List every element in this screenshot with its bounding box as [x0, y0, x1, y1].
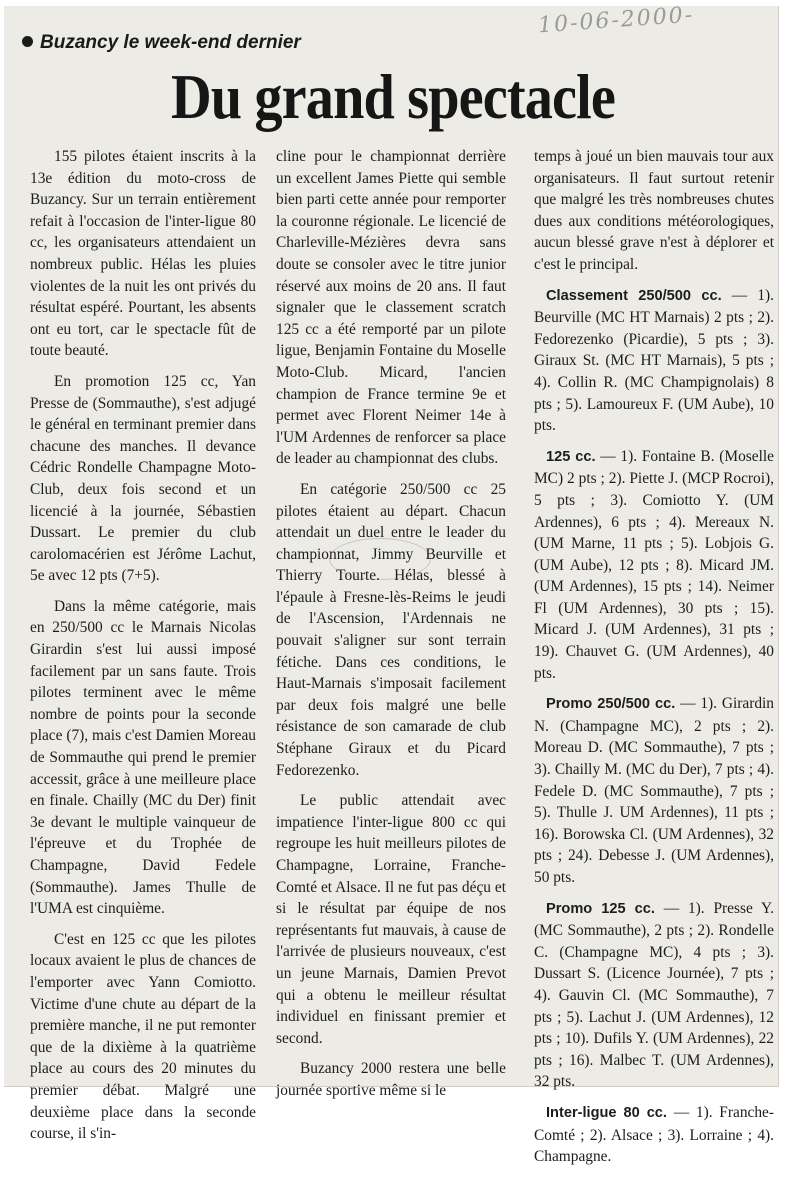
- paragraph: 155 pilotes étaient inscrits à la 13e édition du moto-cross de Buzancy. Sur un terrain entièrement refait à l'occasion de l'inter-ligue 80 cc, les organisateurs attendaient un nombreux public. Hélas les pluies violentes de la nuit les ont privés du résultat espéré. Pourtant, les absents ont eu tort, car le spectacle fût de toute beauté.: [30, 148, 256, 360]
- article-column-1: [30, 146, 256, 1154]
- paragraph: En catégorie 250/500 cc 25 pilotes étaient au départ. Chacun attendait un duel entre le leader du championnat, Jimmy Beurville et Thierry Tourte. Hélas, blessé à l'épaule à Fresne-lès-Reims le jeudi de l'Ascension, l'Ardennais ne pouvait s'aligner sur sont terrain fétiche. Dans ces conditions, le Haut-Marnais s'imposait facilement par deux fois malgré une belle résistance de son camarade de club Stéphane Giraux et du Picard Fedorezenko.: [276, 480, 506, 779]
- results-heading: Inter-ligue 80 cc.: [546, 1104, 667, 1121]
- ink-stamp: [329, 538, 431, 580]
- article-column-2: [276, 146, 506, 1111]
- kicker-text: Buzancy le week-end dernier: [40, 32, 301, 53]
- kicker: [22, 32, 301, 54]
- paragraph: Le public attendait avec impatience l'inter-ligue 800 cc qui regroupe les huit meilleurs pilotes de Champagne, Lorraine, Franche-Comté et Alsace. Il ne fut pas déçu et si le résultat par équipe de nos représentants fut mauvais, à cause de l'arrivée de plusieurs nouveaux, c'est un jeune Marnais, Damien Prevot qui a obtenu le meilleur résultat individuel en finissant premier et second.: [276, 792, 506, 1047]
- paragraph: Buzancy 2000 restera une belle journée sportive même si le: [276, 1060, 506, 1099]
- results-entry: [534, 1102, 774, 1168]
- paragraph: Dans la même catégorie, mais en 250/500 cc le Marnais Nicolas Girardin s'est lui aussi imposé facilement par un sans faute. Trois pilotes terminent avec le même nombre de points pour la seconde place (7), mais c'est Damien Moreau de Sommauthe qui prend le premier accessit, grâce à une meilleure place en finale. Chailly (MC du Der) finit 3e devant le multiple vainqueur de l'épreuve et du Trophée de Champagne, David Fedele (Sommauthe). James Thulle de l'UMA est cinquième.: [30, 597, 256, 918]
- results-text: — 1). Presse Y. (MC Sommauthe), 2 pts ; 2). Rondelle C. (Champagne MC), 4 pts ; 3). Dussart S. (Licence Journée), 7 pts ; 4). Gauvin Cl. (MC Sommauthe), 7 pts ; 5). Lachut J. (UM Ardennes), 12 pts ; 10). Dufils Y. (UM Ardennes), 22 pts ; 16). Malbec T. (UM Ardennes), 32 pts.: [534, 899, 774, 1091]
- results-heading: Classement 250/500 cc.: [546, 287, 722, 304]
- article-column-3: [534, 146, 774, 1177]
- results-text: — 1). Franche-Comté ; 2). Alsace ; 3). Lorraine ; 4). Champagne.: [534, 1103, 774, 1166]
- results-text: — 1). Girardin N. (Champagne MC), 2 pts ; 2). Moreau D. (MC Sommauthe), 7 pts ; 3). Chailly M. (MC du Der), 7 pts ; 4). Fedele D. (MC Sommauthe), 7 pts ; 5). Thulle J. UM Ardennes), 11 pts ; 16). Borowska Cl. (UM Ardennes), 32 pts ; 24). Debesse J. (UM Ardennes), 50 pts.: [534, 695, 774, 886]
- results-entry: [534, 898, 774, 1093]
- paragraph: temps à joué un bien mauvais tour aux organisateurs. Il faut surtout retenir que malgré les très nombreuses chutes dues aux conditions météorologiques, aucun blessé grave n'est à déplorer et c'est le principal.: [534, 148, 774, 273]
- results-heading: 125 cc.: [546, 448, 596, 465]
- results-text: — 1). Beurville (MC HT Marnais) 2 pts ; 2). Fedorezenko (Picardie), 5 pts ; 3). Giraux St. (MC HT Marnais), 5 pts ; 4). Collin R. (MC Champignolais) 8 pts ; 5). Lamoureux F. (UM Aube), 10 pts.: [534, 286, 774, 435]
- paragraph: C'est en 125 cc que les pilotes locaux avaient le plus de chances de l'emporter avec Yann Comiotto. Victime d'une chute au départ de la première manche, il ne put remonter que de la dixième à la quatrième place au cours des 20 minutes du premier débat. Malgré une deuxième place dans la seconde course, il s'in-: [30, 930, 256, 1143]
- results-entry: [534, 693, 774, 888]
- results-text: — 1). Fontaine B. (Moselle MC) 2 pts ; 2). Piette J. (MCP Rocroi), 5 pts ; 3). Comiotto Y. (UM Ardennes), 6 pts ; 4). Mereaux N. (UM Marne, 11 pts ; 5). Lobjois G. (UM Aube), 12 pts ; 8). Micard JM. (UM Ardennes), 15 pts ; 14). Neimer Fl (UM Ardennes), 30 pts ; 15). Micard J. (UM Ardennes), 31 pts ; 19). Chauvet G. (UM Ardennes), 40 pts.: [534, 447, 774, 682]
- handwritten-date: 10-06-2000-: [537, 2, 695, 39]
- results-heading: Promo 125 cc.: [546, 900, 655, 917]
- paragraph: En promotion 125 cc, Yan Presse de (Sommauthe), s'est adjugé le général en terminant premier dans chacune des manches. Il devance Cédric Rondelle Champagne Moto-Club, deux fois second et un licencié à la journée, Sébastien Dussart. Le premier du club carolomacérien est Jérôme Lachut, 5e avec 12 pts (7+5).: [30, 372, 256, 585]
- results-heading: Promo 250/500 cc.: [546, 696, 676, 713]
- bullet-icon: [22, 36, 33, 47]
- results-entry: [534, 446, 774, 685]
- headline: Du grand spectacle: [170, 61, 616, 132]
- results-entry: [534, 285, 774, 437]
- paragraph: cline pour le championnat derrière un excellent James Piette qui semble bien parti cette année pour remporter la couronne régionale. Le licencié de Charleville-Mézières devra sans doute se consoler avec le titre junior réservé aux moins de 20 ans. Il faut signaler que le classement scratch 125 cc a été remporté par un pilote ligue, Benjamin Fontaine du Moselle Moto-Club. Micard, l'ancien champion de France termine 9e et permet avec Florent Neimer 14e à l'UM Ardennes de renforcer sa place de leader au championnat des clubs.: [276, 148, 506, 468]
